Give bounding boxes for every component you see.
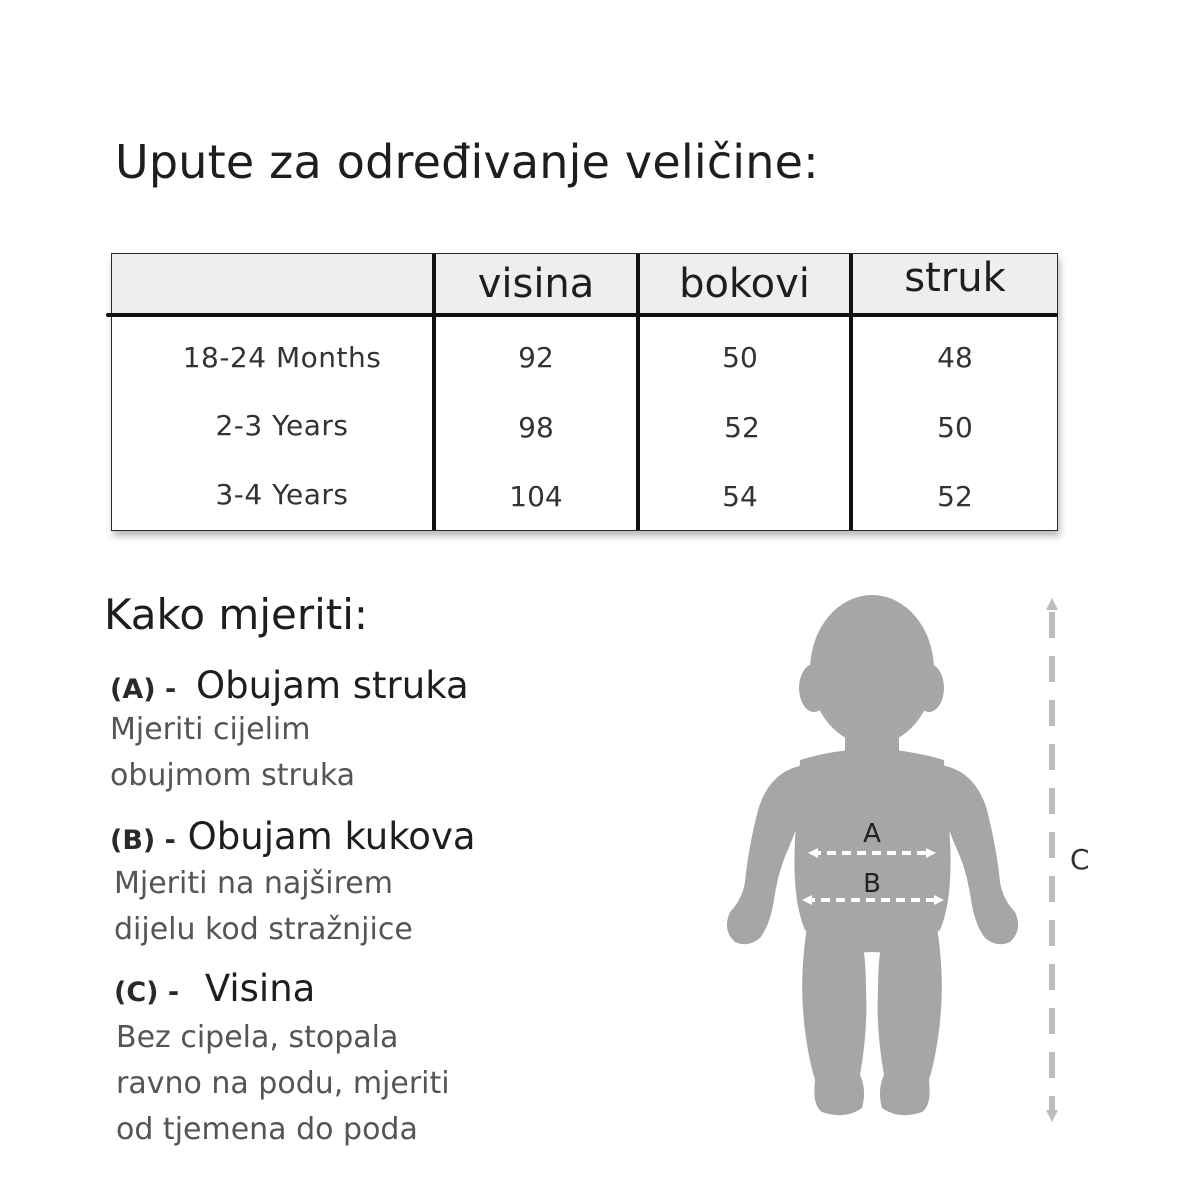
measure-name: Visina	[204, 967, 316, 1010]
row-size-label: 3-4 Years	[215, 478, 349, 511]
page-title: Upute za određivanje veličine:	[115, 135, 819, 189]
row-size-label: 18-24 Months	[182, 341, 382, 374]
desc-line: Mjeriti na najširem	[114, 866, 393, 901]
arrow-down-icon	[1046, 1110, 1058, 1122]
measure-b-description	[114, 861, 413, 953]
desc-line: ravno na podu, mjeriti	[116, 1066, 450, 1101]
cell-bokovi: 50	[722, 341, 758, 374]
measure-c-heading	[114, 967, 315, 1010]
desc-line: od tjemena do poda	[116, 1112, 418, 1147]
cell-visina: 92	[518, 341, 554, 374]
desc-line: Mjeriti cijelim	[110, 712, 311, 747]
cell-bokovi: 54	[722, 480, 758, 513]
cell-struk: 48	[937, 341, 973, 374]
cell-visina: 104	[509, 480, 563, 513]
header-divider	[106, 313, 1058, 317]
arrow-up-icon	[1046, 598, 1058, 610]
measure-b-heading	[110, 815, 476, 858]
header-visina: visina	[477, 261, 595, 307]
cell-visina: 98	[518, 411, 554, 444]
label-c: C	[1070, 843, 1090, 876]
measure-code: (B) -	[110, 825, 176, 856]
label-a: A	[863, 819, 881, 849]
baby-silhouette	[727, 595, 1018, 1115]
header-struk: struk	[904, 255, 1006, 301]
cell-struk: 52	[937, 480, 973, 513]
section-heading: Kako mjeriti:	[104, 590, 369, 639]
cell-bokovi: 52	[724, 411, 760, 444]
cell-struk: 50	[937, 411, 973, 444]
header-bokovi: bokovi	[679, 261, 810, 307]
label-b: B	[863, 869, 881, 899]
baby-measurement-diagram	[700, 580, 1120, 1140]
desc-line: obujmom struka	[110, 758, 356, 793]
measure-name: Obujam kukova	[187, 815, 476, 858]
desc-line: Bez cipela, stopala	[116, 1020, 399, 1055]
measure-code: (C) -	[114, 977, 180, 1008]
size-table	[111, 253, 1058, 531]
row-size-label: 2-3 Years	[215, 409, 349, 442]
measure-c-description	[116, 1015, 450, 1153]
measure-code: (A) -	[110, 674, 177, 705]
desc-line: dijelu kod stražnjice	[114, 912, 413, 947]
measure-a-heading	[110, 664, 469, 707]
measure-a-description	[110, 707, 355, 799]
measure-name: Obujam struka	[195, 664, 469, 707]
